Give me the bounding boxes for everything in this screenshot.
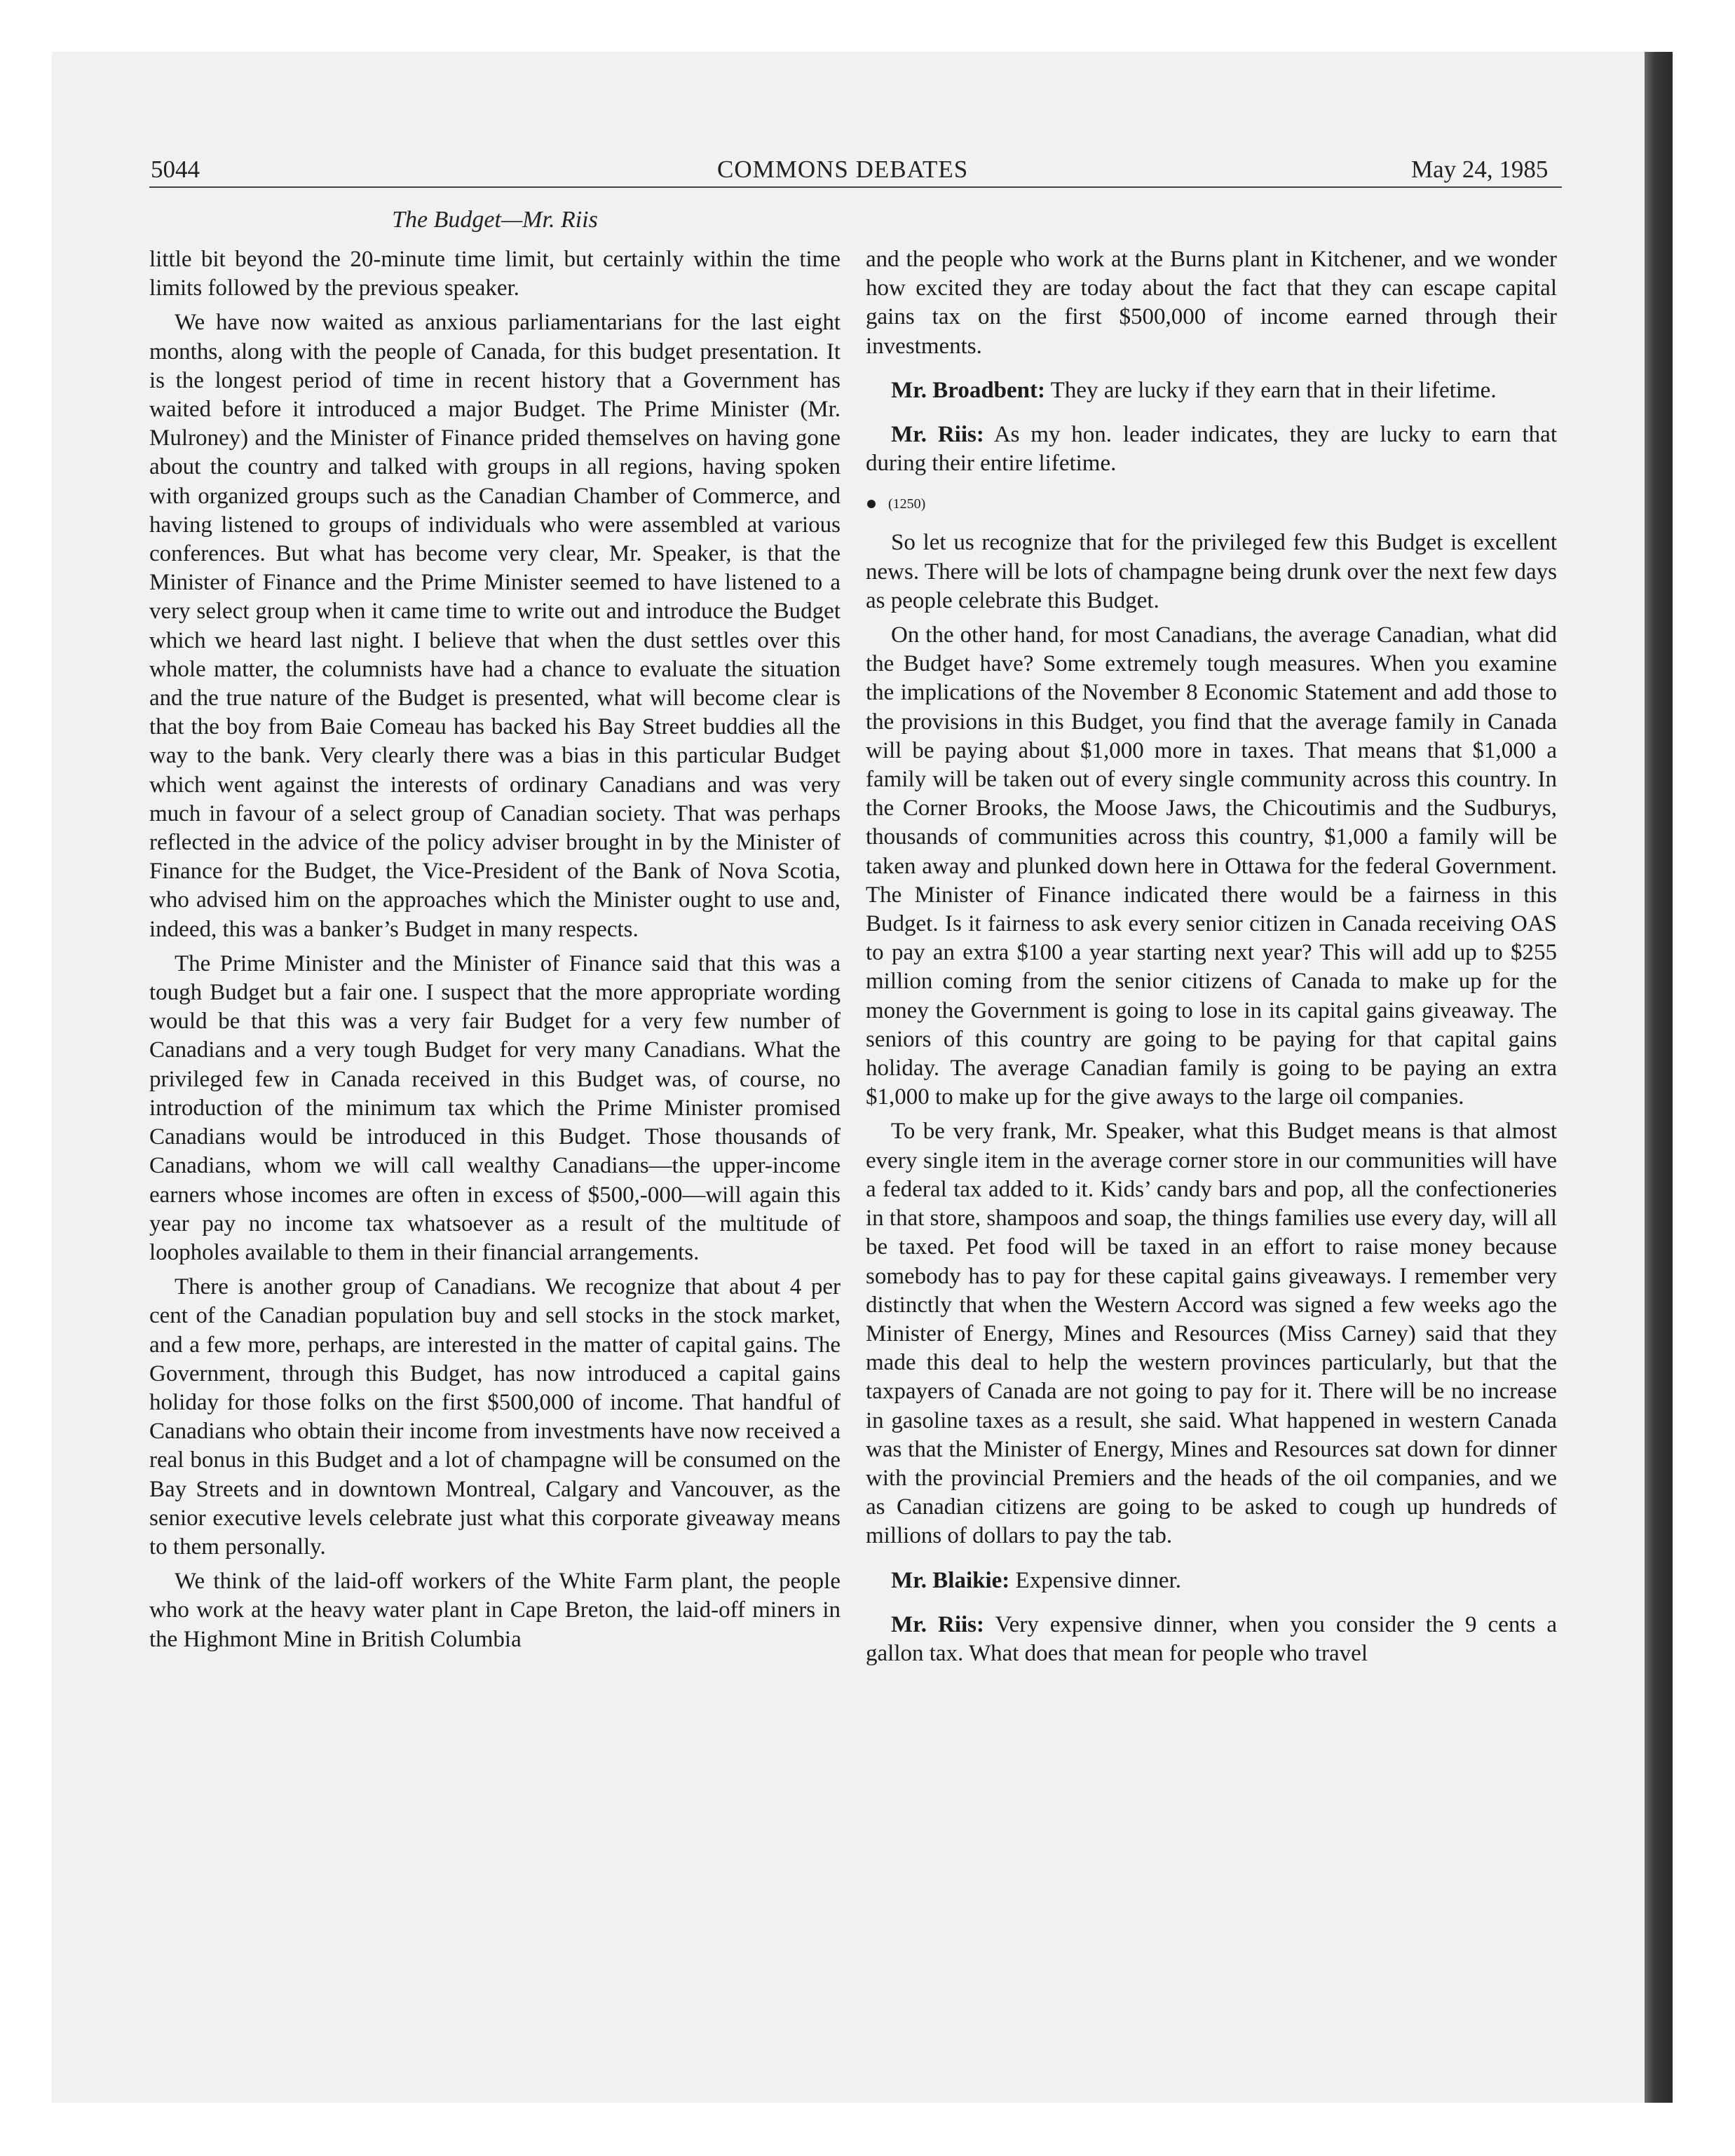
speaker-name: Mr. Riis: xyxy=(891,422,984,448)
speaker-name: Mr. Broadbent: xyxy=(891,377,1046,403)
journal-title: COMMONS DEBATES xyxy=(717,156,969,183)
left-column xyxy=(149,245,841,1660)
section-title: The Budget—Mr. Riis xyxy=(392,207,598,233)
page-number: 5044 xyxy=(151,156,200,183)
binding-edge xyxy=(1645,52,1673,2103)
speaker-name: Mr. Blaikie: xyxy=(891,1567,1010,1593)
speaker-turn xyxy=(866,421,1557,478)
paragraph: To be very frank, Mr. Speaker, what this Budget means is that almost every single item in the average corner store in our communities will have a federal tax added to it. Kids’ candy bars and pop, all the confectioneries in that store, shampoos and soap, the things families use every day, will all be taxed. Pet food will be taxed in an effort to raise money because somebody has to pay for these capital gains giveaways. I remember very distinctly that when the Western Accord was signed a few weeks ago the Minister of Energy, Mines and Resources (Miss Carney) said that they made this deal to help the western provinces particularly, but that the taxpayers of Canada are not going to pay for it. There will be no increase in gasoline taxes as a result, she said. What happened in western Canada was that the Minister of Energy, Mines and Resources sat down for dinner with the provincial Premiers and the heads of the oil companies, and we as Canadian citizens are going to be asked to cough up hundreds of millions of dollars to pay the tab. xyxy=(866,1119,1557,1549)
paragraph: and the people who work at the Burns plant in Kitchener, and we wonder how excited they are today about the fact that they can escape capital gains tax on the first $500,000 of income earned through their investments. xyxy=(866,247,1557,359)
timestamp: (1250) xyxy=(888,496,926,512)
bullet-icon xyxy=(867,500,876,508)
speech-text: They are lucky if they earn that in their lifetime. xyxy=(1045,377,1497,403)
header-rule xyxy=(149,186,1562,188)
paragraph: There is another group of Canadians. We recognize that about 4 per cent of the Canadian population buy and sell stocks in the stock market, and a few more, perhaps, are interested in the matter of capital gains. The Government, through this Budget, has now introduced a capital gains holiday for those folks on the first $500,000 of income. That handful of Canadians who obtain their income from investments have now received a real bonus in this Budget and a lot of champagne will be consumed on the Bay Streets and in downtown Montreal, Calgary and Vancouver, as the senior executive levels celebrate just what this corporate giveaway means to them personally. xyxy=(149,1274,841,1560)
paragraph: The Prime Minister and the Minister of Finance said that this was a tough Budget but a fair one. I suspect that the more appropriate wording would be that this was a very fair Budget for a very few number of Canadians and a very tough Budget for very many Canadians. What the privileged few in Canada received in this Budget was, of course, no introduction of the minimum tax which the Prime Minister promised Canadians would be introduced in this Budget. Those thousands of Canadians, whom we will call wealthy Canadians—the upper-income earners whose incomes are often in excess of $500,-000—will again this year pay no income tax whatsoever as a result of the multitude of loopholes available to them in their financial arrangements. xyxy=(149,950,841,1265)
paragraph: little bit beyond the 20-minute time limit, but certainly within the time limits followed by the previous speaker. xyxy=(149,247,841,301)
speech-text: As my hon. leader indicates, they are lucky to earn that during their entire lifetime. xyxy=(866,422,1557,477)
paragraph: On the other hand, for most Canadians, the average Canadian, what did the Budget have? Some extremely tough measures. When you examine the implications of the November 8 Economic Statement and add those to the provisions in this Budget, you find that the average family in Canada will be paying about $1,000 more in taxes. That means that $1,000 a family will be taken out of every single community across this country. In the Corner Brooks, the Moose Jaws, the Chicoutimis and the Sudburys, thousands of communities across this country, $1,000 a family will be taken away and plunked down here in Ottawa for the federal Government. The Minister of Finance indicated there would be a fairness in this Budget. Is it fairness to ask every senior citizen in Canada receiving OAS to pay an extra $100 a year starting next year? This will add up to $255 million coming from the senior citizens of Canada to make up for the money the Government is going to lose in its capital gains giveaway. The seniors of this country are going to be paying for that capital gains holiday. The average Canadian family is going to be paying an extra $1,000 to make up for the give aways to the large oil companies. xyxy=(866,622,1557,1110)
speech-text: Very expensive dinner, when you consider the 9 cents a gallon tax. What does that mean for people who travel xyxy=(866,1611,1557,1666)
paragraph: We have now waited as anxious parliamentarians for the last eight months, along with the people of Canada, for this budget presentation. It is the longest period of time in recent history that a Government has waited before it introduced a major Budget. The Prime Minister (Mr. Mulroney) and the Minister of Finance prided themselves on having gone about the country and talked with groups in all regions, having spoken with organized groups such as the Canadian Chamber of Commerce, and having listened to groups of individuals who were assembled at various conferences. But what has become very clear, Mr. Speaker, is that the Minister of Finance and the Prime Minister seemed to have listened to a very select group when it came time to write out and introduce the Budget which we heard last night. I believe that when the dust settles over this whole matter, the columnists have had a chance to evaluate the situation and the true nature of the Budget is presented, what will become clear is that the boy from Baie Comeau has backed his Bay Street buddies all the way to the bank. Very clearly there was a bias in this particular Budget which went against the interests of ordinary Canadians and was very much in favour of a select group of Canadian society. That was perhaps reflected in the advice of the policy adviser brought in by the Minister of Finance for the Budget, the Vice-President of the Bank of Nova Scotia, who advised him on the approaches which the Minister ought to use and, indeed, this was a banker’s Budget in many respects. xyxy=(149,310,841,942)
speaker-name: Mr. Riis: xyxy=(891,1611,985,1637)
paragraph: So let us recognize that for the privileged few this Budget is excellent news. There will be lots of champagne being drunk over the next few days as people celebrate this Budget. xyxy=(866,530,1557,613)
speaker-turn xyxy=(866,1611,1557,1668)
speaker-turn xyxy=(866,376,1557,405)
speech-text: Expensive dinner. xyxy=(1009,1567,1181,1593)
paragraph: We think of the laid-off workers of the White Farm plant, the people who work at the heavy water plant in Cape Breton, the laid-off miners in the Highmont Mine in British Columbia xyxy=(149,1569,841,1652)
right-column xyxy=(866,245,1557,1684)
speaker-turn xyxy=(866,1567,1557,1595)
issue-date: May 24, 1985 xyxy=(1411,156,1549,183)
time-marker xyxy=(866,493,1557,514)
